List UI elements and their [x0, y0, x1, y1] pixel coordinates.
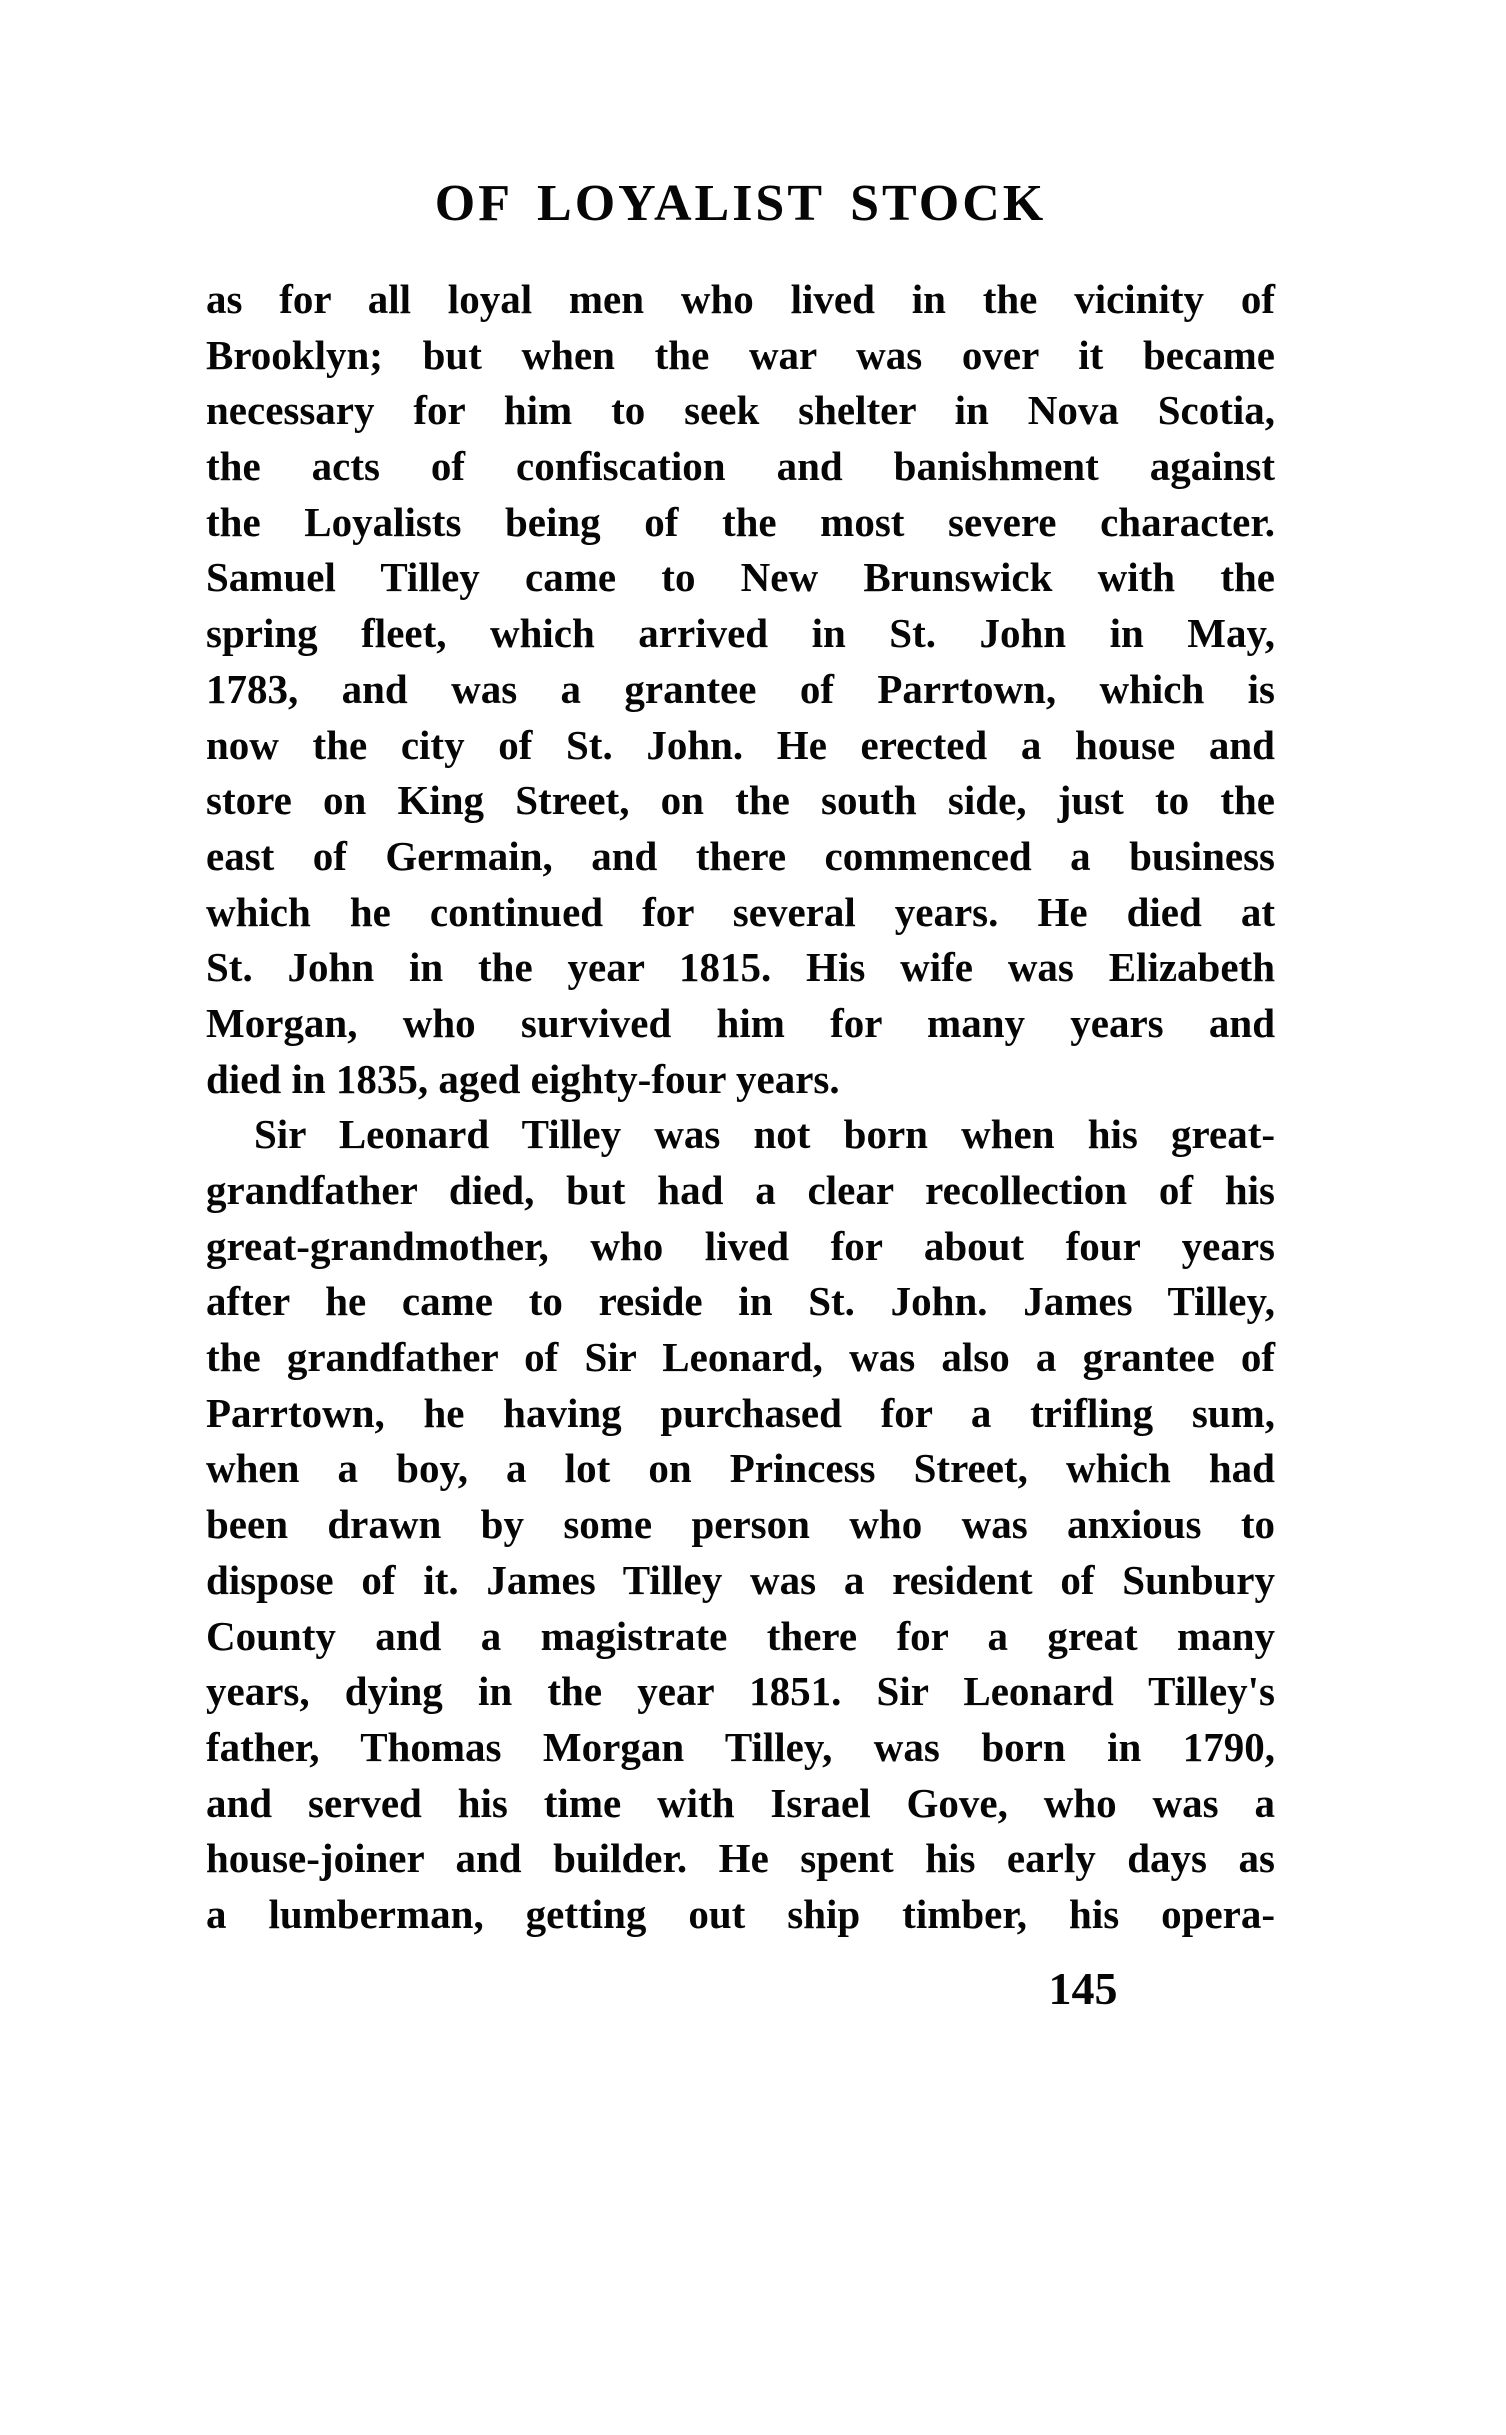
text-line: the acts of confiscation and banishment against: [206, 443, 1275, 490]
text-line: Brooklyn; but when the war was over it became: [206, 331, 1275, 378]
text-line: as for all loyal men who lived in the vicinity of: [206, 276, 1275, 322]
text-line: spring fleet, which arrived in St. John in May,: [206, 610, 1275, 657]
page-number: 145: [1048, 1963, 1118, 2014]
text-line: grandfather died, but had a clear recollection of his: [206, 1167, 1275, 1213]
text-line: been drawn by some person who was anxious to: [206, 1501, 1275, 1548]
text-line: which he continued for several years. He died at: [206, 888, 1275, 935]
text-line: 1783, and was a grantee of Parrtown, which is: [206, 665, 1275, 712]
text-line: dispose of it. James Tilley was a resident of Sunbury: [206, 1556, 1275, 1603]
text-line: died in 1835, aged eighty-four years.: [206, 1055, 840, 1102]
text-line: and served his time with Israel Gove, who was a: [206, 1779, 1275, 1826]
text-line: father, Thomas Morgan Tilley, was born in 1790,: [206, 1723, 1275, 1770]
text-line: east of Germain, and there commenced a business: [206, 832, 1275, 879]
text-line: great-grandmother, who lived for about four years: [206, 1222, 1275, 1269]
text-line: after he came to reside in St. John. James Tilley,: [206, 1278, 1275, 1325]
paragraph: [206, 1107, 1275, 1942]
text-line: Morgan, who survived him for many years and: [206, 999, 1275, 1046]
text-line: a lumberman, getting out ship timber, his opera-: [206, 1890, 1275, 1937]
paragraph: [206, 272, 1275, 1107]
text-line: years, dying in the year 1851. Sir Leonard Tilley's: [206, 1668, 1275, 1715]
text-line: St. John in the year 1815. His wife was Elizabeth: [206, 944, 1275, 991]
page-title: OF LOYALIST STOCK: [434, 175, 1047, 232]
text-line: Parrtown, he having purchased for a trifling sum,: [206, 1389, 1275, 1436]
body-text: [206, 272, 1275, 1943]
text-line: County and a magistrate there for a great many: [206, 1612, 1275, 1659]
text-line: store on King Street, on the south side, just to the: [206, 777, 1275, 824]
text-line: now the city of St. John. He erected a house and: [206, 721, 1275, 768]
text-line: necessary for him to seek shelter in Nova Scotia,: [206, 387, 1275, 434]
text-line: house-joiner and builder. He spent his early days as: [206, 1835, 1275, 1882]
text-line: the grandfather of Sir Leonard, was also a grantee of: [206, 1334, 1275, 1381]
text-line: when a boy, a lot on Princess Street, which had: [206, 1445, 1275, 1492]
text-line: Sir Leonard Tilley was not born when his great-: [254, 1111, 1275, 1158]
text-line: Samuel Tilley came to New Brunswick with the: [206, 554, 1275, 601]
text-line: the Loyalists being of the most severe character.: [206, 498, 1275, 545]
